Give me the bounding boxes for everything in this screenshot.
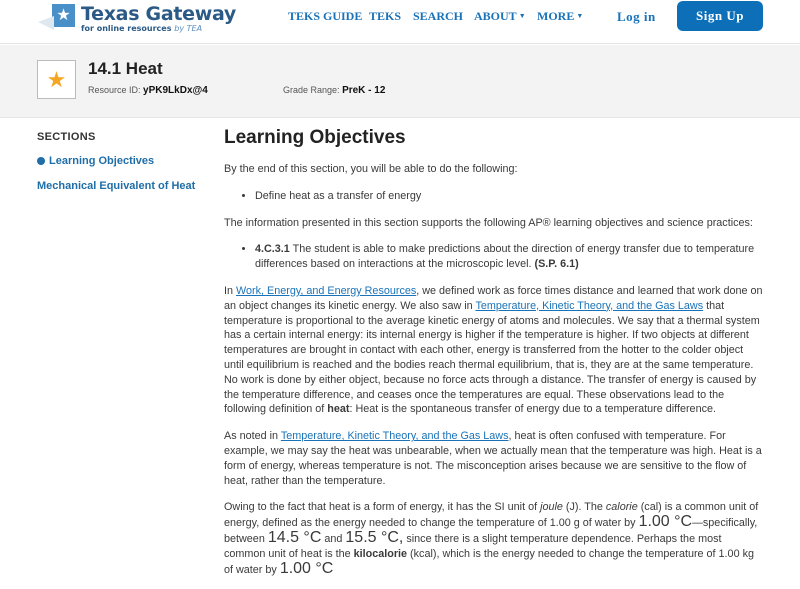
paragraph — [224, 429, 764, 488]
logo-title: Texas Gateway — [81, 3, 236, 25]
italic-text: joule — [540, 501, 563, 514]
text: —specifically, between — [224, 517, 758, 545]
sidebar-item-label: Mechanical Equivalent of Heat — [37, 179, 196, 192]
paragraph — [224, 284, 764, 417]
list-item — [255, 189, 764, 204]
sidebar-item-learning-objectives[interactable] — [37, 153, 207, 168]
text: Owing to the fact that heat is a form of energy, it has the SI unit of — [224, 501, 541, 514]
bullet-list — [255, 242, 764, 272]
text: : Heat is the spontaneous transfer of energy due to a temperature difference. — [349, 403, 716, 416]
main-nav — [0, 9, 610, 25]
bold-text: 4.C.3.1 — [255, 243, 290, 256]
content-link[interactable]: Work, Energy, and Energy Resources — [236, 284, 417, 297]
sidebar-item-mechanical-equivalent-of-heat[interactable] — [37, 178, 207, 193]
nav-label: ABOUT — [474, 9, 517, 23]
resource-id: Resource ID: yPK9LkDx@4 — [88, 85, 208, 96]
sections-heading: SECTIONS — [37, 131, 96, 143]
nav-search[interactable] — [413, 9, 463, 24]
bold-text: kilocalorie — [353, 547, 408, 560]
top-nav — [0, 0, 800, 44]
text: The information presented in this section supports the following AP® learning objectives and science practices: — [224, 216, 753, 229]
main-content — [224, 126, 764, 589]
temperature-value: 1.00 °C — [638, 513, 693, 531]
nav-label: MORE — [537, 9, 575, 23]
text: By the end of this section, you will be able to do the following: — [224, 163, 518, 175]
grade-range: Grade Range: PreK - 12 — [283, 85, 386, 96]
text: The student is able to make predictions about the direction of energy transfer due to temperature differences based on interactions at the microscopic level. — [255, 243, 755, 271]
section-title: Learning Objectives — [224, 127, 406, 148]
nav-label: TEKS GUIDE — [288, 9, 363, 23]
resource-header — [0, 45, 800, 118]
paragraph — [224, 162, 764, 177]
content-link[interactable]: Temperature, Kinetic Theory, and the Gas Laws — [280, 430, 509, 443]
list-item — [255, 242, 764, 272]
text: that temperature is proportional to the average kinetic energy of atoms and molecules. We say that a thermal system has a certain internal energy: its internal energy is higher if the temperature is higher. If two objects at different temperatures are brought in contact with each other, energy is transferred from the hotter to the colder object until equilibrium is reached and the bodies reach thermal equilibrium, that is, they are at the same temperature. No work is done by either object, because no force acts through a distance. The transfer of energy is caused by the temperature difference, and ceases once the temperatures are equal. These observations lead to the following definition of — [224, 299, 760, 416]
text: As noted in — [224, 430, 281, 443]
temperature-value: 1.00 °C — [279, 559, 334, 577]
text: (cal) is a common unit of energy, defined as the energy needed to change the temperature of 1.00 g of water by — [224, 501, 759, 530]
text: , heat is often confused with temperature. For example, we may say the heat was unbearable, when we actually mean that the temperature was high. Heat is a form of energy, whereas temperature is not. The misconception arises because we are sensitive to the flow of heat, rather than the temperature. — [224, 430, 762, 487]
temperature-value: 14.5 °C — [267, 528, 322, 546]
content-link[interactable]: Temperature, Kinetic Theory, and the Gas Laws — [475, 299, 704, 312]
login-link[interactable]: Log in — [617, 9, 656, 24]
caret-down-icon: ▼ — [576, 12, 584, 20]
sidebar-item-label: Learning Objectives — [49, 154, 155, 167]
nav-teks-guide[interactable] — [288, 9, 362, 24]
caret-down-icon: ▼ — [518, 12, 526, 20]
paragraph — [224, 216, 764, 231]
text: In — [224, 284, 237, 297]
text: , we defined work as force times distance and learned that work done on an object changes its kinetic energy. We also saw in — [224, 284, 763, 312]
nav-about[interactable] — [474, 9, 526, 24]
paragraph — [224, 500, 764, 577]
italic-text: calorie — [605, 501, 638, 514]
text: since there is a slight temperature dependence. Perhaps the most common unit of heat is the — [224, 532, 722, 560]
text: and — [321, 532, 346, 545]
star-icon: ★ — [52, 4, 75, 27]
resource-title: 14.1 Heat — [88, 59, 163, 78]
nav-teks[interactable] — [369, 9, 401, 24]
text: Define heat as a transfer of energy — [255, 189, 422, 202]
nav-label: TEKS — [369, 9, 402, 23]
text: (J). The — [562, 501, 606, 514]
bold-text: heat — [327, 403, 350, 416]
active-dot-icon — [37, 157, 45, 165]
nav-more[interactable] — [537, 9, 583, 24]
bullet-list — [255, 189, 764, 204]
nav-label: SEARCH — [413, 9, 464, 23]
sections-sidebar — [37, 131, 207, 203]
sign-up-button[interactable]: Sign Up — [677, 1, 763, 31]
logo-subtitle: for online resources by TEA — [81, 24, 203, 33]
bold-text: (S.P. 6.1) — [534, 258, 579, 271]
star-icon[interactable]: ★ — [37, 60, 76, 99]
temperature-value: 15.5 °C, — [345, 528, 404, 546]
text: (kcal), which is the energy needed to change the temperature of 1.00 kg of water by — [224, 547, 754, 576]
